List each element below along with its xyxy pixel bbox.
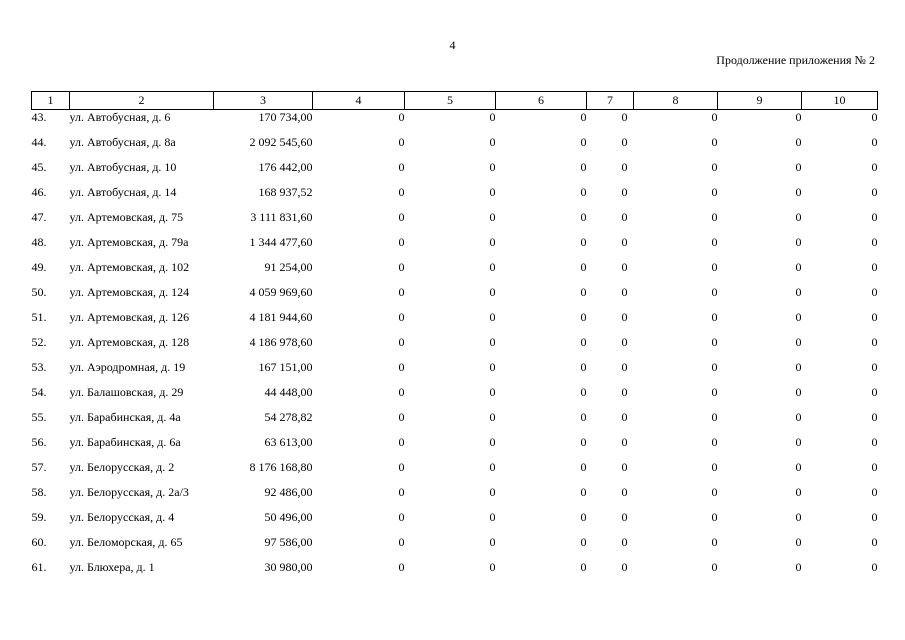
row-number: 56.: [31, 435, 47, 449]
value-cell-9: 0: [795, 435, 802, 449]
column-header: 5: [405, 92, 496, 110]
value-cell-6: 0: [580, 360, 587, 374]
amount-cell: 3 111 831,60: [250, 210, 313, 224]
address-cell: ул. Блюхера, д. 1: [69, 560, 155, 574]
value-cell-4: 0: [398, 360, 405, 374]
column-number-header-row: [32, 92, 878, 110]
value-cell-9: 0: [795, 185, 802, 199]
value-cell-9: 0: [795, 335, 802, 349]
amount-cell: 30 980,00: [264, 560, 313, 574]
value-cell-5: 0: [489, 385, 496, 399]
value-cell-4: 0: [398, 485, 405, 499]
amount-cell: 50 496,00: [264, 510, 313, 524]
value-cell-5: 0: [489, 460, 496, 474]
value-cell-5: 0: [489, 410, 496, 424]
column-header: 10: [802, 92, 878, 110]
row-number: 48.: [31, 235, 47, 249]
table-row: [32, 135, 878, 160]
value-cell-5: 0: [489, 435, 496, 449]
value-cell-10: 0: [871, 285, 878, 299]
value-cell-6: 0: [580, 160, 587, 174]
table-row: [32, 560, 878, 585]
value-cell-9: 0: [795, 160, 802, 174]
value-cell-6: 0: [580, 185, 587, 199]
amount-cell: 44 448,00: [264, 385, 313, 399]
address-cell: ул. Барабинская, д. 6а: [69, 435, 181, 449]
table-row: [32, 385, 878, 410]
amount-cell: 4 181 944,60: [249, 310, 313, 324]
value-cell-7: 0: [621, 310, 628, 324]
address-cell: ул. Артемовская, д. 128: [69, 335, 190, 349]
value-cell-7: 0: [621, 135, 628, 149]
column-header: 3: [214, 92, 313, 110]
amount-cell: 91 254,00: [264, 260, 313, 274]
row-number: 44.: [31, 135, 47, 149]
value-cell-10: 0: [871, 410, 878, 424]
value-cell-5: 0: [489, 360, 496, 374]
value-cell-9: 0: [795, 460, 802, 474]
address-cell: ул. Автобусная, д. 10: [69, 160, 177, 174]
value-cell-9: 0: [795, 235, 802, 249]
value-cell-8: 0: [711, 160, 718, 174]
value-cell-8: 0: [711, 485, 718, 499]
value-cell-10: 0: [871, 435, 878, 449]
value-cell-4: 0: [398, 110, 405, 124]
row-number: 53.: [31, 360, 47, 374]
value-cell-7: 0: [621, 235, 628, 249]
table-row: [32, 110, 878, 136]
value-cell-8: 0: [711, 535, 718, 549]
value-cell-7: 0: [621, 210, 628, 224]
value-cell-7: 0: [621, 110, 628, 124]
value-cell-10: 0: [871, 135, 878, 149]
row-number: 43.: [31, 110, 47, 124]
value-cell-9: 0: [795, 210, 802, 224]
value-cell-6: 0: [580, 435, 587, 449]
value-cell-6: 0: [580, 410, 587, 424]
value-cell-8: 0: [711, 110, 718, 124]
value-cell-9: 0: [795, 110, 802, 124]
column-header: 6: [496, 92, 587, 110]
value-cell-7: 0: [621, 185, 628, 199]
value-cell-7: 0: [621, 360, 628, 374]
value-cell-10: 0: [871, 110, 878, 124]
value-cell-8: 0: [711, 310, 718, 324]
value-cell-10: 0: [871, 360, 878, 374]
value-cell-9: 0: [795, 260, 802, 274]
value-cell-5: 0: [489, 335, 496, 349]
table-row: [32, 185, 878, 210]
table-row: [32, 360, 878, 385]
address-cell: ул. Автобусная, д. 14: [69, 185, 177, 199]
value-cell-8: 0: [711, 135, 718, 149]
address-cell: ул. Артемовская, д. 75: [69, 210, 184, 224]
value-cell-9: 0: [795, 560, 802, 574]
value-cell-6: 0: [580, 510, 587, 524]
value-cell-5: 0: [489, 160, 496, 174]
table-row: [32, 210, 878, 235]
row-number: 49.: [31, 260, 47, 274]
address-cell: ул. Белорусская, д. 2а/3: [69, 485, 189, 499]
value-cell-9: 0: [795, 360, 802, 374]
value-cell-7: 0: [621, 435, 628, 449]
value-cell-5: 0: [489, 310, 496, 324]
value-cell-5: 0: [489, 210, 496, 224]
value-cell-7: 0: [621, 285, 628, 299]
table-row: [32, 310, 878, 335]
value-cell-6: 0: [580, 260, 587, 274]
value-cell-4: 0: [398, 235, 405, 249]
table-row: [32, 160, 878, 185]
table-row: [32, 435, 878, 460]
value-cell-4: 0: [398, 435, 405, 449]
value-cell-10: 0: [871, 235, 878, 249]
value-cell-8: 0: [711, 335, 718, 349]
value-cell-7: 0: [621, 535, 628, 549]
table-row: [32, 460, 878, 485]
value-cell-9: 0: [795, 410, 802, 424]
row-number: 58.: [31, 485, 47, 499]
column-header: 9: [718, 92, 802, 110]
amount-cell: 4 059 969,60: [249, 285, 313, 299]
address-cell: ул. Артемовская, д. 126: [69, 310, 190, 324]
row-number: 50.: [31, 285, 47, 299]
value-cell-4: 0: [398, 260, 405, 274]
value-cell-5: 0: [489, 185, 496, 199]
value-cell-10: 0: [871, 460, 878, 474]
value-cell-10: 0: [871, 185, 878, 199]
amount-cell: 168 937,52: [258, 185, 313, 199]
value-cell-8: 0: [711, 385, 718, 399]
value-cell-6: 0: [580, 485, 587, 499]
amount-cell: 167 151,00: [258, 360, 313, 374]
row-number: 47.: [31, 210, 47, 224]
address-cell: ул. Балашовская, д. 29: [69, 385, 184, 399]
value-cell-9: 0: [795, 510, 802, 524]
amount-cell: 92 486,00: [264, 485, 313, 499]
value-cell-10: 0: [871, 535, 878, 549]
continuation-label: Продолжение приложения № 2: [716, 53, 875, 67]
column-header: 7: [587, 92, 634, 110]
column-header: 8: [634, 92, 718, 110]
value-cell-5: 0: [489, 510, 496, 524]
value-cell-5: 0: [489, 135, 496, 149]
address-cell: ул. Артемовская, д. 79а: [69, 235, 189, 249]
value-cell-8: 0: [711, 560, 718, 574]
value-cell-6: 0: [580, 135, 587, 149]
value-cell-10: 0: [871, 310, 878, 324]
address-cell: ул. Артемовская, д. 102: [69, 260, 190, 274]
amount-cell: 1 344 477,60: [249, 235, 313, 249]
row-number: 59.: [31, 510, 47, 524]
value-cell-8: 0: [711, 410, 718, 424]
table-row: [32, 535, 878, 560]
value-cell-4: 0: [398, 310, 405, 324]
value-cell-8: 0: [711, 210, 718, 224]
value-cell-9: 0: [795, 310, 802, 324]
row-number: 46.: [31, 185, 47, 199]
value-cell-10: 0: [871, 335, 878, 349]
value-cell-7: 0: [621, 510, 628, 524]
table-row: [32, 410, 878, 435]
amount-cell: 170 734,00: [258, 110, 313, 124]
value-cell-5: 0: [489, 285, 496, 299]
value-cell-6: 0: [580, 310, 587, 324]
appendix-table: [31, 91, 878, 585]
amount-cell: 176 442,00: [258, 160, 313, 174]
value-cell-9: 0: [795, 535, 802, 549]
value-cell-7: 0: [621, 160, 628, 174]
value-cell-9: 0: [795, 485, 802, 499]
value-cell-5: 0: [489, 535, 496, 549]
value-cell-8: 0: [711, 510, 718, 524]
value-cell-4: 0: [398, 560, 405, 574]
address-cell: ул. Барабинская, д. 4а: [69, 410, 181, 424]
value-cell-6: 0: [580, 460, 587, 474]
amount-cell: 8 176 168,80: [249, 460, 313, 474]
value-cell-5: 0: [489, 260, 496, 274]
table-body: [32, 110, 878, 586]
value-cell-4: 0: [398, 160, 405, 174]
value-cell-9: 0: [795, 135, 802, 149]
value-cell-5: 0: [489, 560, 496, 574]
value-cell-6: 0: [580, 335, 587, 349]
column-header: 4: [313, 92, 405, 110]
value-cell-6: 0: [580, 110, 587, 124]
value-cell-10: 0: [871, 510, 878, 524]
value-cell-8: 0: [711, 360, 718, 374]
value-cell-4: 0: [398, 460, 405, 474]
value-cell-10: 0: [871, 485, 878, 499]
value-cell-8: 0: [711, 285, 718, 299]
address-cell: ул. Автобусная, д. 8а: [69, 135, 176, 149]
value-cell-6: 0: [580, 210, 587, 224]
value-cell-6: 0: [580, 285, 587, 299]
value-cell-4: 0: [398, 185, 405, 199]
value-cell-10: 0: [871, 560, 878, 574]
value-cell-10: 0: [871, 160, 878, 174]
row-number: 60.: [31, 535, 47, 549]
address-cell: ул. Автобусная, д. 6: [69, 110, 171, 124]
value-cell-4: 0: [398, 510, 405, 524]
value-cell-7: 0: [621, 410, 628, 424]
value-cell-9: 0: [795, 285, 802, 299]
value-cell-4: 0: [398, 385, 405, 399]
value-cell-8: 0: [711, 185, 718, 199]
value-cell-6: 0: [580, 385, 587, 399]
row-number: 54.: [31, 385, 47, 399]
value-cell-6: 0: [580, 535, 587, 549]
value-cell-8: 0: [711, 260, 718, 274]
value-cell-8: 0: [711, 235, 718, 249]
address-cell: ул. Аэродромная, д. 19: [69, 360, 186, 374]
value-cell-4: 0: [398, 410, 405, 424]
page-number: 4: [449, 38, 456, 52]
table-row: [32, 285, 878, 310]
amount-cell: 4 186 978,60: [249, 335, 313, 349]
table-row: [32, 235, 878, 260]
value-cell-8: 0: [711, 460, 718, 474]
table-row: [32, 260, 878, 285]
row-number: 52.: [31, 335, 47, 349]
amount-cell: 97 586,00: [264, 535, 313, 549]
address-cell: ул. Артемовская, д. 124: [69, 285, 190, 299]
row-number: 55.: [31, 410, 47, 424]
address-cell: ул. Белорусская, д. 2: [69, 460, 175, 474]
value-cell-4: 0: [398, 535, 405, 549]
value-cell-10: 0: [871, 260, 878, 274]
value-cell-7: 0: [621, 260, 628, 274]
value-cell-4: 0: [398, 335, 405, 349]
value-cell-6: 0: [580, 235, 587, 249]
value-cell-8: 0: [711, 435, 718, 449]
value-cell-10: 0: [871, 210, 878, 224]
value-cell-5: 0: [489, 485, 496, 499]
value-cell-5: 0: [489, 110, 496, 124]
value-cell-7: 0: [621, 485, 628, 499]
value-cell-4: 0: [398, 285, 405, 299]
address-cell: ул. Белорусская, д. 4: [69, 510, 175, 524]
value-cell-4: 0: [398, 210, 405, 224]
row-number: 57.: [31, 460, 47, 474]
amount-cell: 2 092 545,60: [249, 135, 313, 149]
table-row: [32, 485, 878, 510]
value-cell-7: 0: [621, 385, 628, 399]
table-row: [32, 510, 878, 535]
value-cell-5: 0: [489, 235, 496, 249]
value-cell-6: 0: [580, 560, 587, 574]
value-cell-4: 0: [398, 135, 405, 149]
amount-cell: 63 613,00: [264, 435, 313, 449]
column-header: 2: [70, 92, 214, 110]
row-number: 51.: [31, 310, 47, 324]
value-cell-7: 0: [621, 460, 628, 474]
table-row: [32, 335, 878, 360]
row-number: 45.: [31, 160, 47, 174]
address-cell: ул. Беломорская, д. 65: [69, 535, 183, 549]
column-header: 1: [32, 92, 70, 110]
value-cell-9: 0: [795, 385, 802, 399]
amount-cell: 54 278,82: [264, 410, 313, 424]
row-number: 61.: [31, 560, 47, 574]
value-cell-7: 0: [621, 335, 628, 349]
value-cell-7: 0: [621, 560, 628, 574]
value-cell-10: 0: [871, 385, 878, 399]
